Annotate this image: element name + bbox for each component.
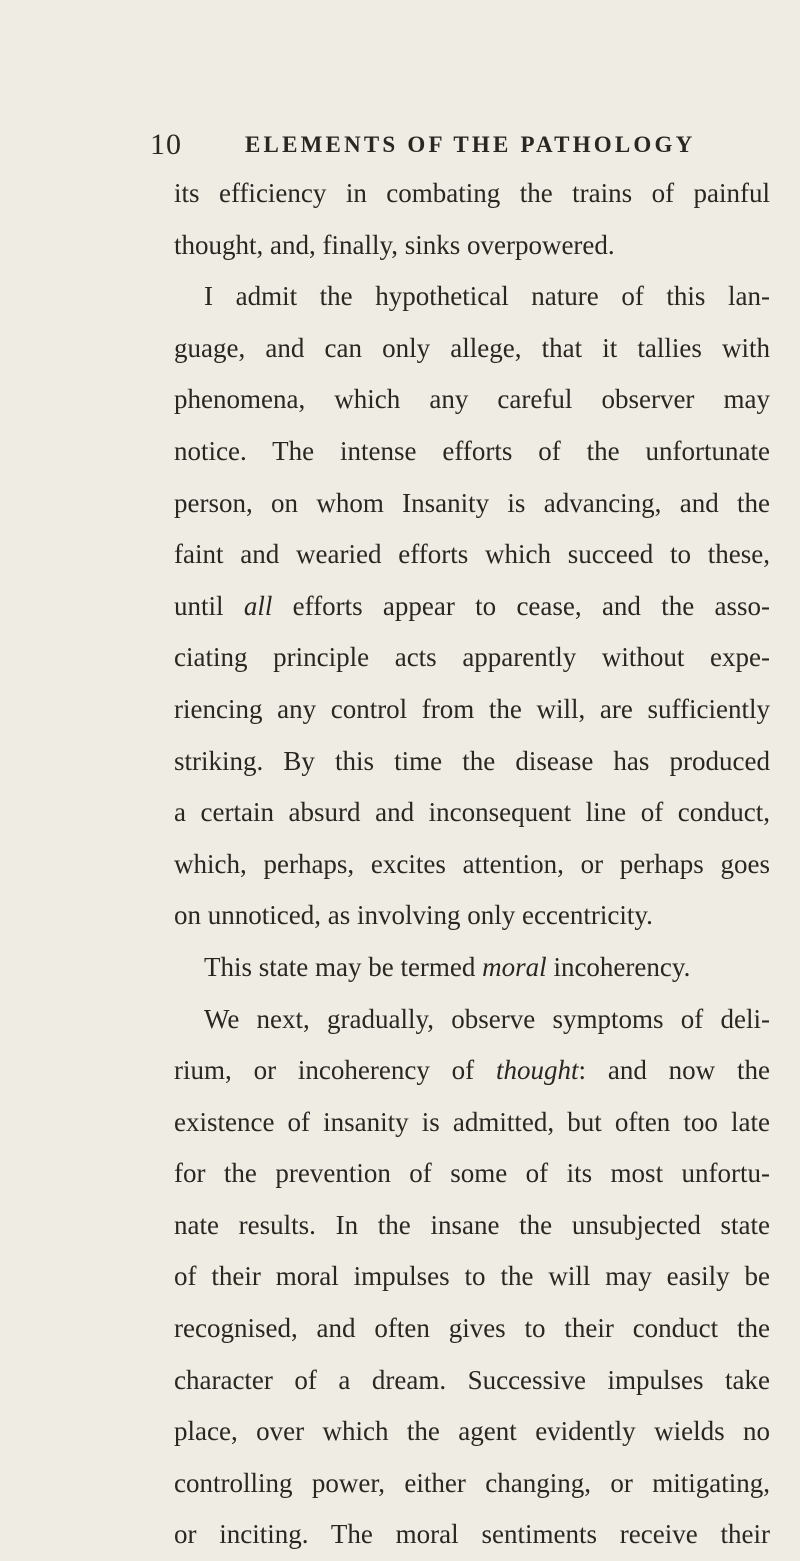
text-line: guage, and can only allege, that it tallies with [174, 332, 770, 363]
text-line: This state may be termed moral incoherency. [204, 951, 691, 982]
text-line: ciating principle acts apparently without expe- [174, 642, 770, 673]
text-line: nate results. In the insane the unsubjected state [174, 1209, 770, 1240]
text-line: person, on whom Insanity is advancing, and the [174, 487, 770, 518]
text-line: which, perhaps, excites attention, or perhaps goes [174, 848, 770, 879]
emphasis: moral [482, 951, 547, 982]
text-line: a certain absurd and inconsequent line of conduct, [174, 797, 770, 828]
page-header [150, 128, 770, 168]
text-line: its efficiency in combating the trains of painful [174, 178, 770, 208]
text-line: We next, gradually, observe symptoms of deli- [204, 1003, 770, 1034]
text-line: of their moral impulses to the will may easily be [174, 1261, 770, 1292]
page-number: 10 [150, 128, 182, 161]
text-line: on unnoticed, as involving only eccentricity. [174, 900, 653, 931]
running-head: ELEMENTS OF THE PATHOLOGY [245, 132, 696, 157]
text-line: character of a dream. Successive impulses take [174, 1364, 770, 1395]
text-line: existence of insanity is admitted, but often too late [174, 1106, 770, 1137]
text-line: or inciting. The moral sentiments receive their [174, 1519, 770, 1550]
text-line: notice. The intense efforts of the unfortunate [174, 435, 770, 466]
text-line: I admit the hypothetical nature of this lan- [204, 281, 770, 312]
text-line: phenomena, which any careful observer may [174, 384, 770, 415]
text-line: striking. By this time the disease has produced [174, 745, 770, 776]
text-line: place, over which the agent evidently wields no [174, 1416, 770, 1447]
text-line: rium, or incoherency of thought: and now the [174, 1055, 770, 1086]
text-line: for the prevention of some of its most unfortu- [174, 1158, 770, 1189]
emphasis: all [243, 590, 273, 621]
text-line: faint and wearied efforts which succeed to these, [174, 539, 770, 570]
emphasis: thought [496, 1055, 579, 1086]
body-text [174, 168, 770, 1561]
text-line: recognised, and often gives to their conduct the [174, 1313, 770, 1344]
text-line: until all efforts appear to cease, and the asso- [174, 590, 770, 621]
text-line: controlling power, either changing, or mitigating, [174, 1467, 770, 1498]
text-line: riencing any control from the will, are sufficiently [174, 693, 770, 724]
text-line: thought, and, finally, sinks overpowered. [174, 229, 615, 260]
